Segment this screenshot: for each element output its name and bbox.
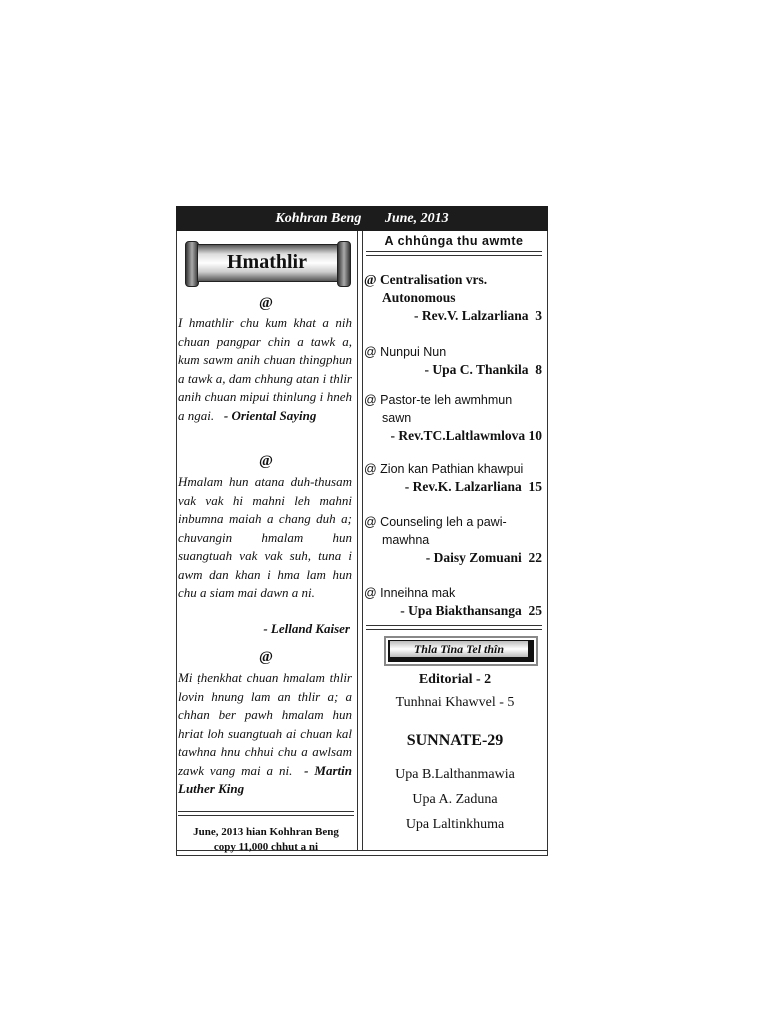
magazine-contents-page [176,206,548,858]
quote-marker: @ [259,295,273,311]
name-line: Upa Laltinkhuma [405,817,505,832]
quote-3 [178,669,352,799]
contents-column [362,231,548,851]
toc-entry[interactable]: @ Pastor-te leh awmhmun sawn - Rev.TC.Laltlawmlova 10 [364,393,542,443]
entry-page: 3 [535,308,542,323]
contents-heading: A chhûnga thu awmte [366,231,542,252]
entry-page: 8 [535,362,542,377]
toc-entry[interactable]: @ Counseling leh a pawi- mawhna - Daisy Zomuani 22 [364,515,542,565]
page-header [176,206,548,231]
toc-entry[interactable]: @ Inneihna mak - Upa Biakthansanga 25 [364,586,542,618]
hmathlir-column [176,231,356,851]
editorial-line: Editorial - 2 [418,672,492,687]
divider [366,629,542,630]
divider [178,815,354,816]
entry-author: - Rev.TC.Laltlawmlova [390,428,526,443]
entry-page: 22 [528,550,542,565]
scroll-roll-right-icon [337,241,351,287]
quote-text: Hmalam hun atana duh-thusam vak vak hi mahni leh mahni inbumna maiah a chang duh a; chuvangin hmalam hun suangtuah vak vak suh, tuna i awm dan khan i hma lam hun chu a siam mai dawn a ni. [178,474,352,600]
name-line: Upa A. Zaduna [412,792,498,807]
divider [366,625,542,626]
entry-title: Counseling leh a pawi- [380,515,507,529]
copy-count-line-2: copy 11,000 chhut a ni [213,841,319,853]
entry-title-cont: mawhna [382,533,430,547]
quote-text: Mi ṭhenkhat chuan hmalam thlir lovin hnung lam an thlir a; a chhan ber pawh hmalam hun hriat loh suangtuah ai chuan kal tawhna hnu chhui chu a awlsam zawk vang mai a ni. [178,670,352,778]
copy-count-line-1: June, 2013 hian Kohhran Beng [193,826,339,838]
entry-title: Zion kan Pathian khawpui [380,462,524,476]
quote-author: - Oriental Saying [223,407,317,423]
entry-author: - Daisy Zomuani [425,550,522,565]
issue-date: June, 2013 [384,211,449,226]
entry-author: - Rev.K. Lalzarliana [404,479,522,494]
entry-title: Inneihna mak [380,586,456,600]
entry-title: Centralisation vrs. [379,272,488,287]
tunhnai-line: Tunhnai Khawvel - 5 [395,695,515,710]
quote-marker: @ [259,453,273,469]
magazine-name: Kohhran Beng [275,211,362,226]
monthly-badge [384,636,538,666]
quote-author: - Lelland Kaiser [263,621,350,636]
entry-title-cont: sawn [382,411,412,425]
quote-2 [178,473,352,603]
entry-author: - Rev.V. Lalzarliana [414,308,529,323]
entry-title: Nunpui Nun [380,345,447,359]
entry-title-cont: Autonomous [382,290,456,305]
quote-marker: @ [259,649,273,665]
entry-author: - Upa Biakthansanga [400,603,522,618]
sunnate-line: SUNNATE-29 [406,732,504,749]
divider [178,811,354,812]
toc-entry[interactable]: @ Nunpui Nun - Upa C. Thankila 8 [364,345,542,377]
hmathlir-scroll-banner [185,241,350,285]
section-title: Hmathlir [227,251,307,273]
quote-text: I hmathlir chu kum khat a nih chuan pangpar chin a tawk a, kum sawm anih chuan thingphun a tawk a, dam chhung atan i thlir anih chuan mipui thinlung i hneh a ngai. [178,315,352,423]
entry-author: - Upa C. Thankila [424,362,529,377]
entry-page: 25 [528,603,542,618]
quote-author: - Martin Luther King [178,762,352,796]
badge-label: Thla Tina Tel thîn [390,641,528,657]
quote-1 [178,314,352,425]
name-line: Upa B.Lalthanmawia [395,767,515,782]
divider [366,255,542,256]
toc-entry[interactable]: @ Centralisation vrs. Autonomous - Rev.V. Lalzarliana 3 [364,272,542,323]
toc-entry[interactable]: @ Zion kan Pathian khawpui - Rev.K. Lalzarliana 15 [364,462,542,494]
entry-page: 15 [528,479,542,494]
entry-page: 10 [528,428,542,443]
entry-title: Pastor-te leh awmhmun [380,393,513,407]
